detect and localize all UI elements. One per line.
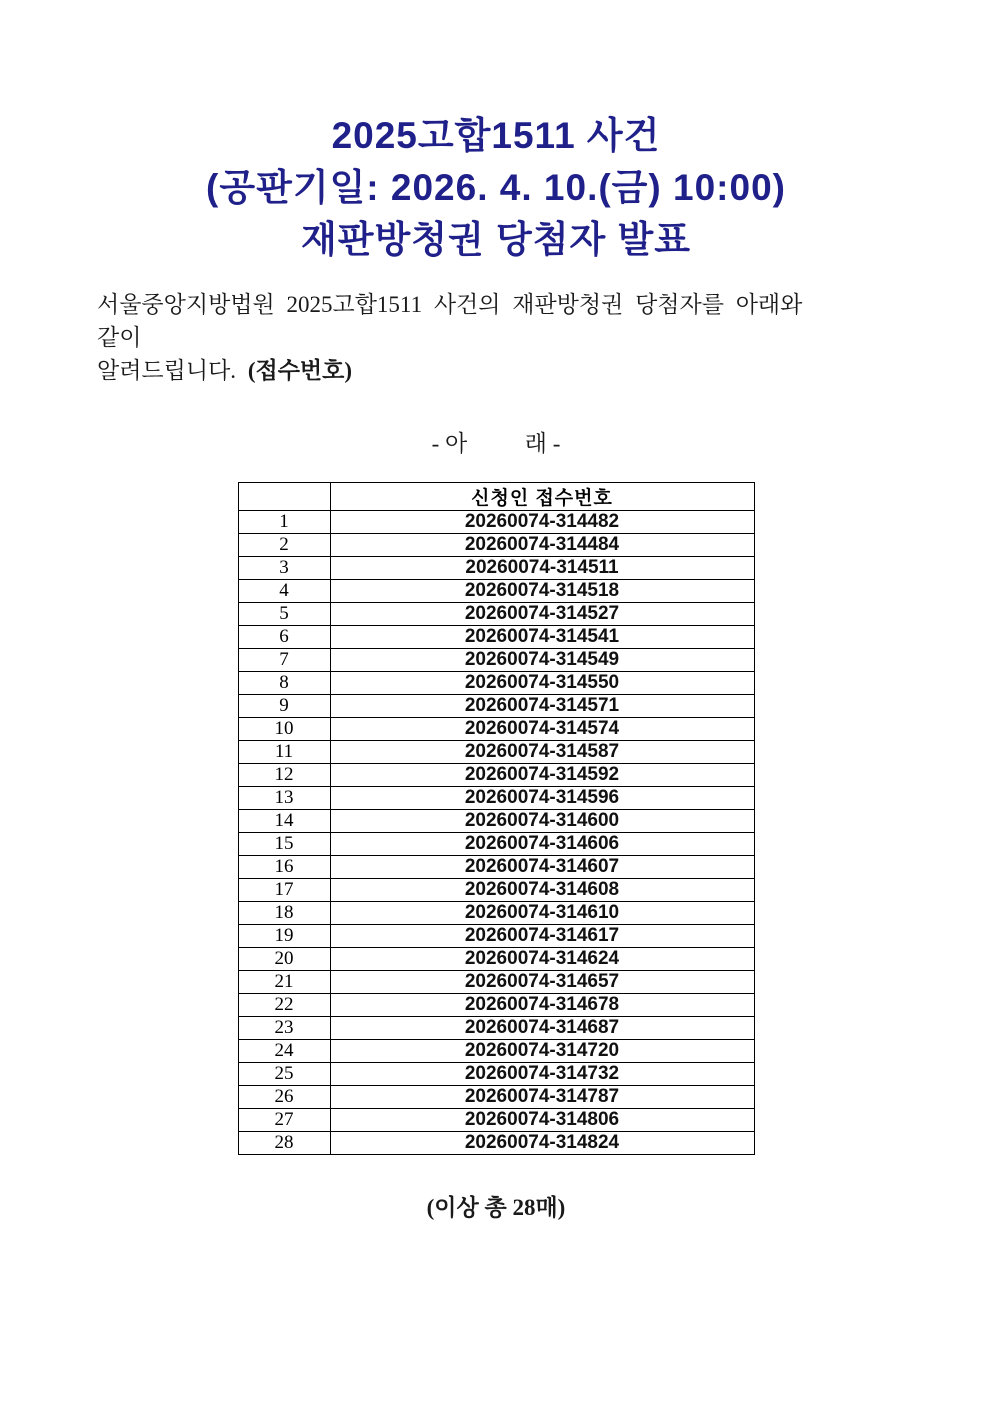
table-row [238, 925, 754, 948]
row-number-cell: 10 [238, 718, 330, 741]
row-number-cell: 2 [238, 534, 330, 557]
receipt-number-cell: 20260074-314600 [330, 810, 754, 833]
row-number-cell: 16 [238, 856, 330, 879]
table-row [238, 787, 754, 810]
hearing-date-title: (공판기일: 2026. 4. 10.(금) 10:00) [206, 167, 786, 208]
row-number-cell: 20 [238, 948, 330, 971]
row-number-cell: 12 [238, 764, 330, 787]
receipt-number-cell: 20260074-314687 [330, 1017, 754, 1040]
table-row [238, 833, 754, 856]
table-row [238, 534, 754, 557]
receipt-number-cell: 20260074-314518 [330, 580, 754, 603]
row-number-cell: 19 [238, 925, 330, 948]
table-row [238, 580, 754, 603]
table-header-row [238, 483, 754, 511]
table-row [238, 718, 754, 741]
row-number-cell: 28 [238, 1132, 330, 1155]
receipt-number-cell: 20260074-314541 [330, 626, 754, 649]
row-number-cell: 18 [238, 902, 330, 925]
receipt-number-cell: 20260074-314824 [330, 1132, 754, 1155]
total-count-note: (이상 총 28매) [426, 1195, 566, 1220]
row-number-cell: 9 [238, 695, 330, 718]
row-number-cell: 13 [238, 787, 330, 810]
table-row [238, 994, 754, 1017]
receipt-number-cell: 20260074-314610 [330, 902, 754, 925]
case-number-title: 2025고합1511 사건 [331, 115, 661, 156]
receipt-number-header-cell: 신청인 접수번호 [330, 483, 754, 511]
table-row [238, 764, 754, 787]
row-number-cell: 17 [238, 879, 330, 902]
table-row [238, 649, 754, 672]
table-row [238, 902, 754, 925]
receipt-number-cell: 20260074-314484 [330, 534, 754, 557]
winners-table-body [238, 511, 754, 1155]
receipt-number-cell: 20260074-314571 [330, 695, 754, 718]
row-number-cell: 15 [238, 833, 330, 856]
receipt-number-cell: 20260074-314482 [330, 511, 754, 534]
receipt-number-cell: 20260074-314608 [330, 879, 754, 902]
receipt-number-cell: 20260074-314678 [330, 994, 754, 1017]
announcement-paragraph [97, 288, 832, 387]
paragraph-line-2 [97, 354, 832, 387]
receipt-number-cell: 20260074-314607 [330, 856, 754, 879]
row-number-cell: 1 [238, 511, 330, 534]
row-number-cell: 22 [238, 994, 330, 1017]
table-row [238, 971, 754, 994]
row-number-cell: 5 [238, 603, 330, 626]
paragraph-line-2-text: 알려드립니다. [97, 358, 248, 383]
table-row [238, 1086, 754, 1109]
receipt-number-cell: 20260074-314587 [330, 741, 754, 764]
receipt-number-cell: 20260074-314624 [330, 948, 754, 971]
table-row [238, 603, 754, 626]
receipt-number-cell: 20260074-314592 [330, 764, 754, 787]
receipt-number-cell: 20260074-314657 [330, 971, 754, 994]
table-row [238, 511, 754, 534]
table-row [238, 1132, 754, 1155]
announcement-title: 재판방청권 당첨자 발표 [301, 219, 691, 260]
row-number-cell: 7 [238, 649, 330, 672]
table-row [238, 810, 754, 833]
table-row [238, 1040, 754, 1063]
winners-table-head [238, 483, 754, 511]
receipt-number-cell: 20260074-314806 [330, 1109, 754, 1132]
receipt-number-cell: 20260074-314596 [330, 787, 754, 810]
winners-table [238, 482, 755, 1155]
receipt-number-cell: 20260074-314720 [330, 1040, 754, 1063]
table-row [238, 557, 754, 580]
receipt-number-cell: 20260074-314574 [330, 718, 754, 741]
paragraph-line-1: 서울중앙지방법원 2025고합1511 사건의 재판방청권 당첨자를 아래와 같이 [97, 292, 803, 350]
document-title-block [0, 0, 992, 266]
receipt-number-cell: 20260074-314787 [330, 1086, 754, 1109]
table-row [238, 1063, 754, 1086]
table-row [238, 1017, 754, 1040]
receipt-number-cell: 20260074-314617 [330, 925, 754, 948]
row-number-cell: 11 [238, 741, 330, 764]
receipt-number-cell: 20260074-314549 [330, 649, 754, 672]
row-number-cell: 23 [238, 1017, 330, 1040]
row-number-cell: 21 [238, 971, 330, 994]
table-row [238, 626, 754, 649]
row-number-cell: 3 [238, 557, 330, 580]
table-row [238, 1109, 754, 1132]
row-number-cell: 27 [238, 1109, 330, 1132]
row-number-cell: 24 [238, 1040, 330, 1063]
receipt-number-cell: 20260074-314550 [330, 672, 754, 695]
table-row [238, 741, 754, 764]
table-row [238, 948, 754, 971]
table-row [238, 672, 754, 695]
row-number-cell: 25 [238, 1063, 330, 1086]
table-row [238, 695, 754, 718]
receipt-number-label: (접수번호) [247, 358, 353, 383]
receipt-number-cell: 20260074-314732 [330, 1063, 754, 1086]
row-number-cell: 4 [238, 580, 330, 603]
below-divider: - 아 래 - [431, 431, 561, 456]
table-row [238, 856, 754, 879]
row-number-cell: 6 [238, 626, 330, 649]
row-number-cell: 14 [238, 810, 330, 833]
receipt-number-cell: 20260074-314527 [330, 603, 754, 626]
table-row [238, 879, 754, 902]
row-number-cell: 26 [238, 1086, 330, 1109]
row-number-header-cell [238, 483, 330, 511]
receipt-number-cell: 20260074-314511 [330, 557, 754, 580]
row-number-cell: 8 [238, 672, 330, 695]
receipt-number-cell: 20260074-314606 [330, 833, 754, 856]
